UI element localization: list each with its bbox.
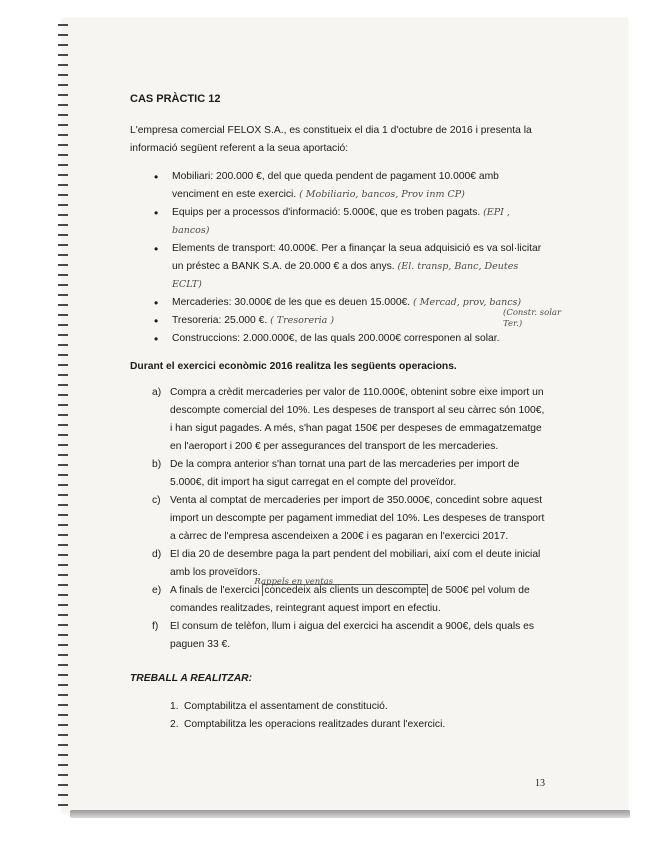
handwritten-margin-note: (Constr. solar Ter.) <box>503 308 562 329</box>
operations-list <box>130 384 545 654</box>
operations-heading: Durant el exercici econòmic 2016 realitza les següents operacions. <box>130 361 457 372</box>
list-item: 1. Comptabilitza el assentament de constitució. <box>170 698 545 716</box>
list-item: • Equips per a processos d'informació: 5.000€, que es troben pagats. (EPI , bancos) <box>152 204 545 240</box>
item-number: 2. <box>170 719 179 730</box>
list-item: • Mercaderies: 30.000€ de les que es deuen 15.000€. ( Mercad, prov, bancs) <box>152 294 545 312</box>
list-item: d) El dia 20 de desembre paga la part pendent del mobiliari, així com el deute inicial amb los proveïdors. <box>152 546 545 582</box>
handwritten-note: Rappels en ventas <box>254 577 334 587</box>
document-content <box>130 90 545 734</box>
item-letter: b) <box>152 459 162 470</box>
assets-list <box>130 168 545 348</box>
item-letter: c) <box>152 495 161 506</box>
item-number: 1. <box>170 701 179 712</box>
list-item: • Mobiliari: 200.000 €, del que queda pendent de pagament 10.000€ amb venciment en este exercici. ( Mobiliario, bancos, Prov inm CP) <box>152 168 545 204</box>
list-item: b) De la compra anterior s'han tornat una part de las mercaderies per import de 5.000€, dit import ha sigut carregat en el compte del proveïdor. <box>152 456 545 492</box>
boxed-phrase: concedeix als clients un descompte <box>264 585 427 596</box>
item-letter: a) <box>152 387 162 398</box>
item-letter: e) <box>152 585 162 596</box>
spiral-binding <box>58 24 76 814</box>
intro-paragraph: L'empresa comercial FELOX S.A., es constitueix el dia 1 d'octubre de 2016 i presenta la informació següent referent a la seua aportació: <box>130 125 532 154</box>
page-edge-shadow <box>70 810 630 818</box>
list-item: • Construccions: 2.000.000€, de las quals 200.000€ corresponen al solar. <box>152 330 545 348</box>
list-item: 2. Comptabilitza les operacions realitzades durant l'exercici. <box>170 716 545 734</box>
list-item: c) Venta al comptat de mercaderies per import de 350.000€, concedint sobre aquest import un descompte per pagament immediat del 10%. Les despeses de transport a càrrec de l'empresa ascendeixen a 200€ i es pagaran en l'exercici 2017. <box>152 492 545 546</box>
handwritten-note: ( Mercad, prov, bancs) <box>413 297 522 308</box>
work-list <box>130 698 545 734</box>
handwritten-note: ( Tresoreria ) <box>270 315 335 326</box>
annotated-phrase <box>254 577 428 596</box>
handwritten-note: (El. transp, Banc, Deutes ECLT) <box>172 261 519 290</box>
list-item: • Tresoreria: 25.000 €. ( Tresoreria ) <box>152 312 545 330</box>
list-item: e) A finals de l'exercici Rappels en ventas concedeix als clients un descompte de 500€ pel volum de comandes realitzades, reintegrant aquest import en efectiu. <box>152 582 545 618</box>
work-heading: TREBALL A REALITZAR: <box>130 673 253 684</box>
page-number: 13 <box>535 778 545 789</box>
list-item: f) El consum de telèfon, llum i aigua del exercici ha ascendit a 900€, dels quals es paguen 33 €. <box>152 618 545 654</box>
item-letter: f) <box>152 621 159 632</box>
handwritten-note: (EPI , bancos) <box>172 207 510 236</box>
list-item: a) Compra a crèdit mercaderies per valor de 110.000€, obtenint sobre eixe import un descompte comercial del 10%. Les despeses de transport al seu càrrec són 100€, i han sigut pagades. A més, s'han pagat 150€ per despeses de emmagatzematge en l'aeroport i 200 € per assegurances del transport de les mercaderies. <box>152 384 545 456</box>
handwritten-note: ( Mobiliario, bancos, Prov inm CP) <box>299 189 465 200</box>
list-item: • Elements de transport: 40.000€. Per a finançar la seua adquisició es va sol·licitar un préstec a BANK S.A. de 20.000 € a dos anys. (El. transp, Banc, Deutes ECLT) <box>152 240 545 294</box>
page-title: CAS PRÀCTIC 12 <box>130 93 221 105</box>
item-letter: d) <box>152 549 162 560</box>
